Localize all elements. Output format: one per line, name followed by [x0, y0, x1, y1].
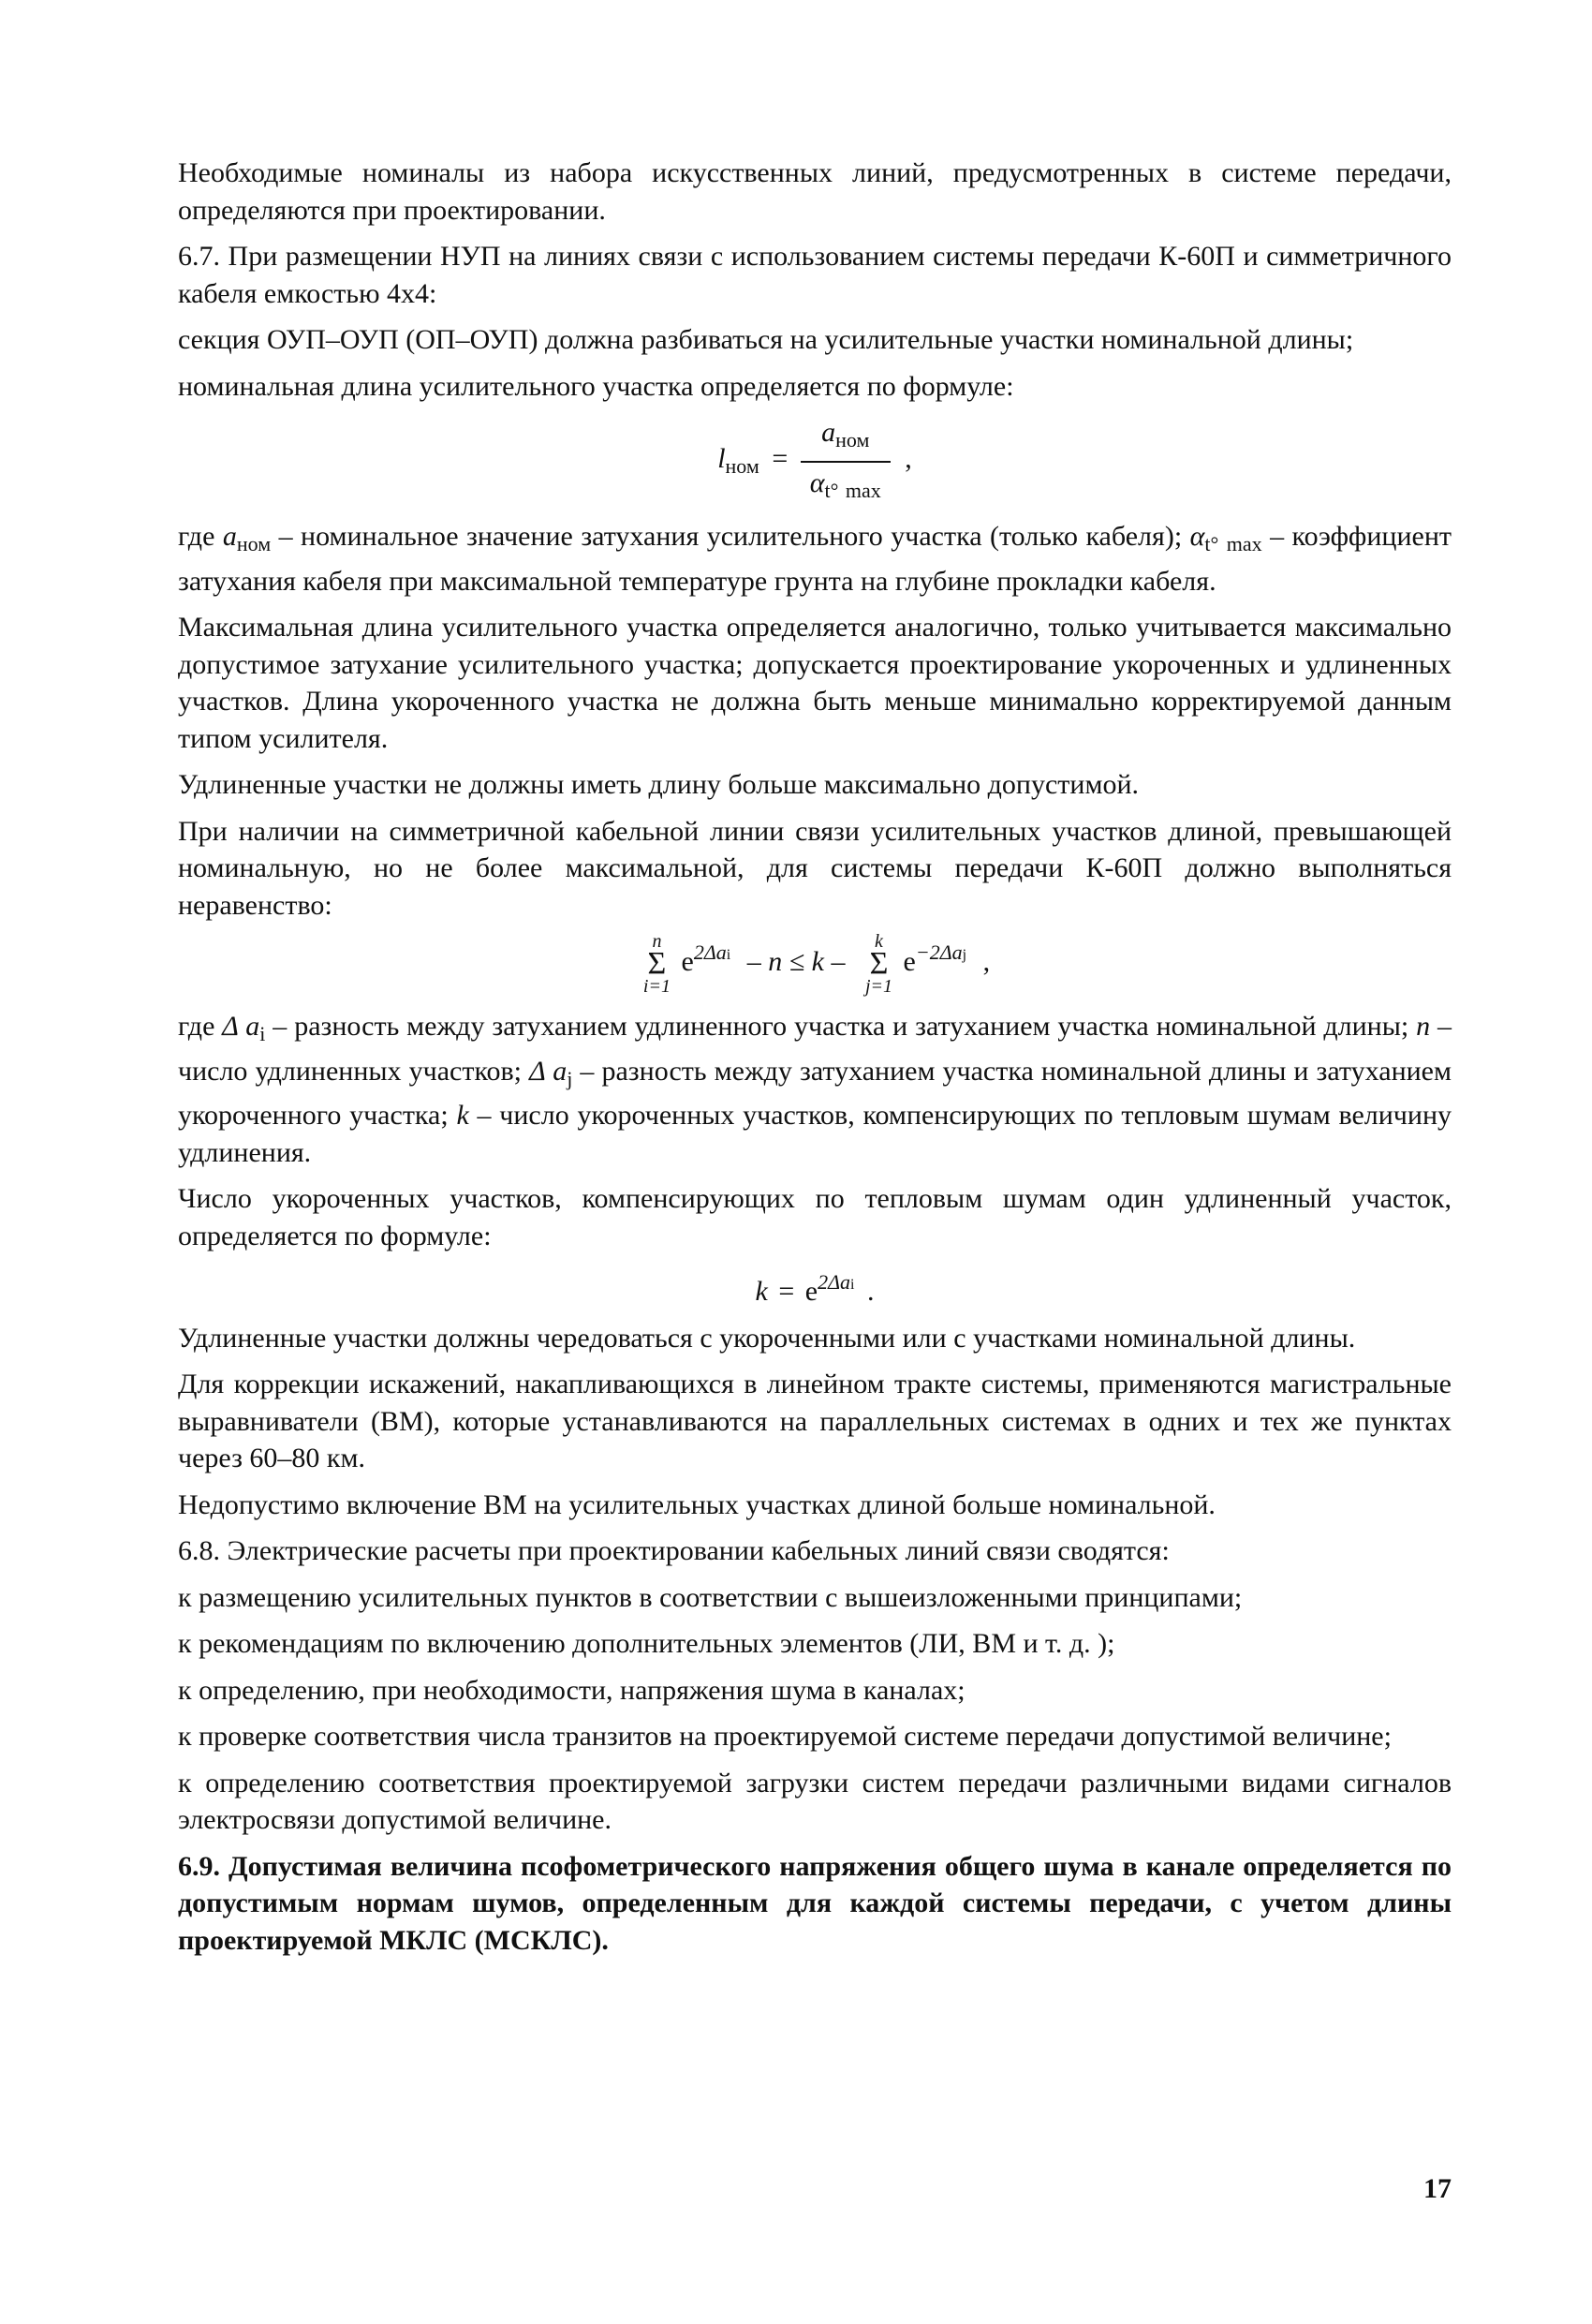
paragraph: Удлиненные участки должны чередоваться с укороченными или с участками номинальной длины.	[178, 1322, 1356, 1354]
paragraph-6-8: 6.8. Электрические расчеты при проектировании кабельных линий связи сводятся:	[178, 1535, 1170, 1566]
list-item: к определению соответствия проектируемой загрузки систем передачи различными видами сигналов электросвязи допустимой величине.	[178, 1767, 1452, 1835]
paragraph-6-7: 6.7. При размещении НУП на линиях связи с использованием системы передачи К-60П и симметричного кабеля емкостью 4x4:	[178, 241, 1452, 309]
formula-tail: ,	[905, 443, 912, 475]
list-item: к рекомендациям по включению дополнительных элементов (ЛИ, ВМ и т. д. );	[178, 1628, 1115, 1659]
page-number: 17	[1423, 2173, 1452, 2204]
fraction-denominator: $\alpha_{t^\circ}$ $_{max}$	[809, 466, 881, 502]
formula-fraction	[801, 414, 891, 509]
paragraph: Максимальная длина усилительного участка определяется аналогично, только учитывается максимально допустимое затухание усилительного участка; допускается проектирование укороченных и удлиненных участков. Длина укороченного участка не должна быть меньше минимально корректируемой данным типом усилителя.	[178, 612, 1452, 754]
list-item: к проверке соответствия числа транзитов на проектируемой системе передачи допустимой величине;	[178, 1721, 1392, 1752]
formula-nominal-length	[178, 414, 1452, 509]
paragraph-6-9: 6.9. Допустимая величина псофометрического напряжения общего шума в канале определяется по допустимым нормам шумов, определенным для каждой системы передачи, с учетом длины проектируемой МКЛС (МСКЛС).	[178, 1850, 1452, 1956]
formula-equals: =	[772, 443, 789, 475]
list-item: к размещению усилительных пунктов в соответствии с вышеизложенными принципами;	[178, 1581, 1243, 1613]
paragraph: Необходимые номиналы из набора искусственных линий, предусмотренных в системе передачи, определяются при проектировании.	[178, 157, 1452, 226]
sum-symbol: k Σ j=1	[864, 931, 893, 997]
sum-symbol: n Σ i=1	[642, 931, 671, 997]
paragraph: При наличии на симметричной кабельной линии связи усилительных участков длиной, превышающей номинальную, но не более максимальной, для системы передачи К-60П должно выполняться неравенство:	[178, 815, 1452, 921]
paragraph-definitions: где $a_{ном}$ – номинальное значение затухания усилительного участка (только кабеля); $\alpha_{t^\circ}$ $_{max}$ – коэффициент затухания кабеля при максимальной температуре грунта на глубине прокладки кабеля.	[178, 521, 1452, 597]
paragraph: секция ОУП–ОУП (ОП–ОУП) должна разбиваться на усилительные участки номинальной длины;	[178, 324, 1354, 355]
paragraph: номинальная длина усилительного участка определяется по формуле:	[178, 370, 1014, 402]
paragraph: Удлиненные участки не должны иметь длину больше максимально допустимой.	[178, 769, 1140, 800]
paragraph: Недопустимо включение ВМ на усилительных участках длиной больше номинальной.	[178, 1488, 1216, 1520]
formula-lhs: $l_{ном}$	[717, 443, 759, 479]
list-item: к определению, при необходимости, напряжения шума в каналах;	[178, 1674, 966, 1706]
formula-k: $k = e^{2\Delta ai}$ .	[755, 1270, 875, 1307]
formula-inequality: n Σ i=1 $e^{2\Delta ai} - n \le k - k$ Σ j=1 $e^{-2\Delta aj}$ ,	[642, 931, 991, 997]
body-text	[178, 155, 1452, 1968]
paragraph: Число укороченных участков, компенсирующих по тепловым шумам один удлиненный участок, определяется по формуле:	[178, 1183, 1452, 1251]
fraction-numerator: $a_{ном}$	[801, 414, 891, 463]
paragraph-definitions-2: где Δ $a_i$ – разность между затуханием удлиненного участка и затуханием участка номинальной длины; n – число удлиненных участков; Δ $a_j$ – разность между затуханием участка номинальной длины и затуханием укороченного участка; k – число укороченных участков, компенсирующих по тепловым шумам величину удлинения.	[178, 1011, 1452, 1168]
paragraph: Для коррекции искажений, накапливающихся в линейном тракте системы, применяются магистральные выравниватели (ВМ), которые устанавливаются на параллельных системах в одних и тех же пунктах через 60–80 км.	[178, 1369, 1452, 1473]
